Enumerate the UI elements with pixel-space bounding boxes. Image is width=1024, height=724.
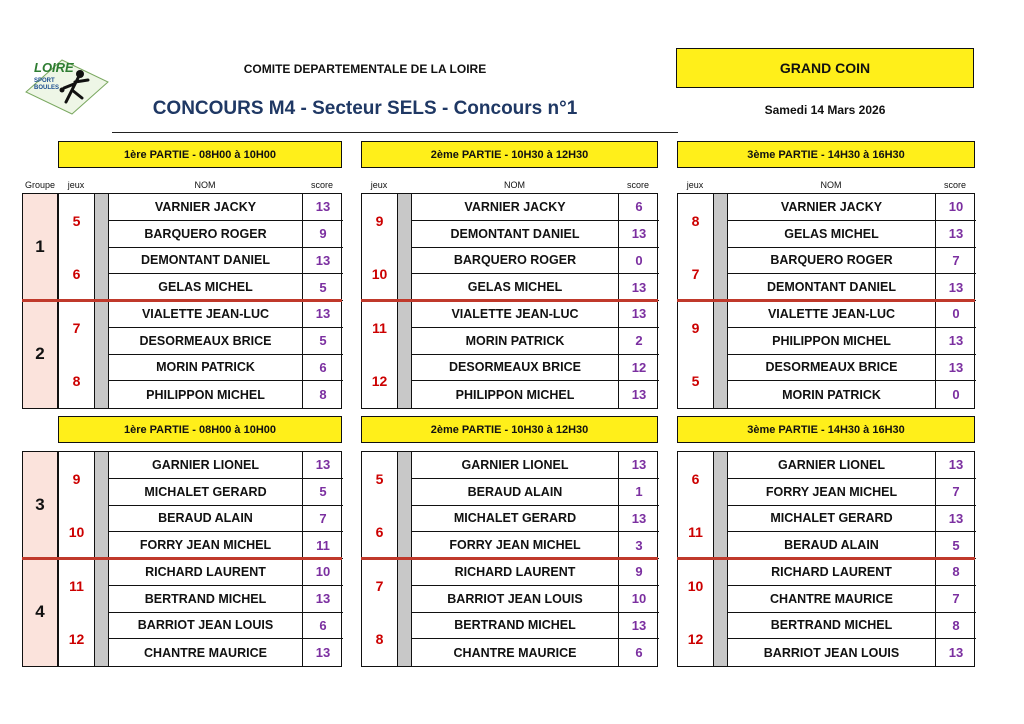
game-number: 9 [678, 301, 714, 355]
gray-marker [95, 559, 109, 613]
player-score: 9 [303, 221, 343, 248]
gray-marker [398, 506, 412, 560]
player-name: BARRIOT JEAN LOUIS [412, 586, 619, 613]
player-name: BARQUERO ROGER [412, 248, 619, 275]
player-score: 2 [619, 328, 659, 355]
player-name: GARNIER LIONEL [728, 452, 936, 479]
game-number: 10 [678, 559, 714, 613]
player-score: 7 [936, 248, 976, 275]
group-number: 3 [22, 451, 58, 560]
player-name: MICHALET GERARD [728, 506, 936, 533]
player-score: 13 [936, 355, 976, 382]
game-number: 9 [59, 452, 95, 506]
group-separator [361, 557, 658, 560]
gray-marker [398, 613, 412, 667]
player-name: VIALETTE JEAN-LUC [109, 301, 303, 328]
player-score: 0 [619, 248, 659, 275]
player-name: BARRIOT JEAN LOUIS [728, 639, 936, 666]
partie-header: 3ème PARTIE - 14H30 à 16H30 [677, 141, 975, 168]
player-score: 5 [936, 532, 976, 559]
player-score: 8 [936, 613, 976, 640]
game-number: 12 [59, 613, 95, 667]
gray-marker [95, 301, 109, 355]
player-name: MORIN PATRICK [109, 355, 303, 382]
gray-marker [95, 506, 109, 560]
player-score: 5 [303, 328, 343, 355]
header-divider [112, 132, 678, 133]
gray-marker [714, 194, 728, 248]
player-name: PHILIPPON MICHEL [412, 381, 619, 408]
player-score: 13 [936, 221, 976, 248]
game-number: 12 [362, 355, 398, 409]
player-score: 5 [303, 274, 343, 301]
game-number: 7 [362, 559, 398, 613]
gray-marker [95, 194, 109, 248]
player-name: PHILIPPON MICHEL [728, 328, 936, 355]
player-score: 10 [936, 194, 976, 221]
gray-marker [714, 452, 728, 506]
player-score: 13 [936, 328, 976, 355]
player-name: VIALETTE JEAN-LUC [728, 301, 936, 328]
player-name: MICHALET GERARD [412, 506, 619, 533]
partie-header: 1ère PARTIE - 08H00 à 10H00 [58, 141, 342, 168]
gray-marker [95, 355, 109, 409]
player-name: MORIN PATRICK [412, 328, 619, 355]
game-number: 11 [678, 506, 714, 560]
player-score: 13 [303, 452, 343, 479]
gray-marker [714, 248, 728, 302]
player-score: 13 [936, 452, 976, 479]
player-name: CHANTRE MAURICE [412, 639, 619, 666]
svg-text:SPORT: SPORT [34, 78, 55, 84]
player-name: VARNIER JACKY [109, 194, 303, 221]
player-name: RICHARD LAURENT [109, 559, 303, 586]
column-header-jeux: jeux [67, 180, 85, 190]
gray-marker [714, 559, 728, 613]
player-name: BARRIOT JEAN LOUIS [109, 613, 303, 640]
group-separator [361, 299, 658, 302]
game-number: 8 [59, 355, 95, 409]
player-score: 13 [948, 645, 964, 661]
svg-text:BOULES: BOULES [34, 85, 60, 91]
player-score: 5 [303, 479, 343, 506]
player-name: VARNIER JACKY [728, 194, 936, 221]
column-header-score: score [943, 180, 966, 190]
player-name: DESORMEAUX BRICE [412, 355, 619, 382]
player-score: 13 [619, 452, 659, 479]
player-score: 0 [952, 387, 960, 403]
group-number: 4 [22, 558, 58, 667]
column-header-score: score [310, 180, 333, 190]
player-score: 6 [635, 645, 643, 661]
game-number: 7 [59, 301, 95, 355]
player-score: 9 [619, 559, 659, 586]
player-name: RICHARD LAURENT [728, 559, 936, 586]
player-score: 13 [303, 248, 343, 275]
player-score: 1 [619, 479, 659, 506]
player-score: 13 [936, 274, 976, 301]
game-number: 6 [678, 452, 714, 506]
player-name: MORIN PATRICK [728, 381, 936, 408]
gray-marker [398, 248, 412, 302]
player-name: CHANTRE MAURICE [109, 639, 303, 666]
gray-marker [398, 194, 412, 248]
player-score: 6 [303, 613, 343, 640]
game-number: 12 [678, 613, 714, 667]
player-name: BERAUD ALAIN [728, 532, 936, 559]
player-score: 13 [619, 274, 659, 301]
player-name: BERTRAND MICHEL [412, 613, 619, 640]
comite-title: COMITE DEPARTEMENTALE DE LA LOIRE [243, 62, 487, 76]
player-name: BERTRAND MICHEL [109, 586, 303, 613]
player-score: 13 [619, 301, 659, 328]
game-number: 8 [362, 613, 398, 667]
player-name: GELAS MICHEL [728, 221, 936, 248]
player-name: RICHARD LAURENT [412, 559, 619, 586]
game-number: 11 [362, 301, 398, 355]
player-name: DESORMEAUX BRICE [728, 355, 936, 382]
svg-text:LOIRE: LOIRE [34, 60, 74, 75]
player-score: 13 [631, 387, 647, 403]
player-score: 7 [936, 586, 976, 613]
player-score: 8 [936, 559, 976, 586]
player-name: CHANTRE MAURICE [728, 586, 936, 613]
gray-marker [398, 355, 412, 409]
loire-sport-boules-logo [22, 52, 110, 118]
player-name: VIALETTE JEAN-LUC [412, 301, 619, 328]
player-name: DEMONTANT DANIEL [109, 248, 303, 275]
gray-marker [714, 613, 728, 667]
player-score: 6 [303, 355, 343, 382]
column-header-groupe: Groupe [24, 180, 56, 190]
gray-marker [714, 301, 728, 355]
player-name: BERTRAND MICHEL [728, 613, 936, 640]
partie-header: 2ème PARTIE - 10H30 à 12H30 [361, 141, 658, 168]
player-score: 3 [619, 532, 659, 559]
player-name: DEMONTANT DANIEL [412, 221, 619, 248]
game-number: 5 [362, 452, 398, 506]
player-score: 13 [936, 506, 976, 533]
player-score: 0 [936, 301, 976, 328]
gray-marker [714, 506, 728, 560]
column-header-score: score [626, 180, 649, 190]
player-score: 13 [303, 301, 343, 328]
partie-header: 2ème PARTIE - 10H30 à 12H30 [361, 416, 658, 443]
competition-title: CONCOURS M4 - Secteur SELS - Concours n°1 [152, 98, 578, 119]
player-name: MICHALET GERARD [109, 479, 303, 506]
player-name: GELAS MICHEL [109, 274, 303, 301]
partie-header: 1ère PARTIE - 08H00 à 10H00 [58, 416, 342, 443]
player-score: 13 [303, 194, 343, 221]
event-date: Samedi 14 Mars 2026 [764, 103, 886, 117]
venue-box: GRAND COIN [676, 48, 974, 88]
player-name: FORRY JEAN MICHEL [109, 532, 303, 559]
player-score: 6 [619, 194, 659, 221]
game-number: 7 [678, 248, 714, 302]
player-name: VARNIER JACKY [412, 194, 619, 221]
player-score: 10 [303, 559, 343, 586]
column-header-nom: NOM [194, 180, 216, 190]
player-name: FORRY JEAN MICHEL [412, 532, 619, 559]
column-header-nom: NOM [820, 180, 842, 190]
group-separator [22, 557, 342, 560]
player-name: BARQUERO ROGER [109, 221, 303, 248]
game-number: 5 [59, 194, 95, 248]
gray-marker [95, 452, 109, 506]
player-score: 7 [936, 479, 976, 506]
group-number: 1 [22, 193, 58, 302]
group-separator [677, 299, 975, 302]
player-score: 13 [619, 613, 659, 640]
player-score: 13 [303, 586, 343, 613]
player-score: 8 [319, 387, 327, 403]
player-score: 13 [315, 645, 331, 661]
player-score: 11 [303, 532, 343, 559]
column-header-jeux: jeux [370, 180, 388, 190]
player-score: 13 [619, 506, 659, 533]
player-name: GELAS MICHEL [412, 274, 619, 301]
player-name: BARQUERO ROGER [728, 248, 936, 275]
group-separator [677, 557, 975, 560]
gray-marker [398, 301, 412, 355]
group-number: 2 [22, 300, 58, 409]
player-name: PHILIPPON MICHEL [109, 381, 303, 408]
gray-marker [95, 613, 109, 667]
game-number: 6 [59, 248, 95, 302]
player-score: 10 [619, 586, 659, 613]
gray-marker [95, 248, 109, 302]
player-name: DEMONTANT DANIEL [728, 274, 936, 301]
player-name: BERAUD ALAIN [109, 506, 303, 533]
player-name: DESORMEAUX BRICE [109, 328, 303, 355]
player-name: GARNIER LIONEL [412, 452, 619, 479]
gray-marker [398, 452, 412, 506]
gray-marker [714, 355, 728, 409]
game-number: 8 [678, 194, 714, 248]
player-score: 7 [303, 506, 343, 533]
gray-marker [398, 559, 412, 613]
player-name: BERAUD ALAIN [412, 479, 619, 506]
column-header-nom: NOM [504, 180, 525, 190]
player-score: 13 [619, 221, 659, 248]
player-name: GARNIER LIONEL [109, 452, 303, 479]
partie-header: 3ème PARTIE - 14H30 à 16H30 [677, 416, 975, 443]
game-number: 9 [362, 194, 398, 248]
game-number: 6 [362, 506, 398, 560]
game-number: 10 [362, 248, 398, 302]
player-name: FORRY JEAN MICHEL [728, 479, 936, 506]
game-number: 11 [59, 559, 95, 613]
column-header-jeux: jeux [686, 180, 704, 190]
group-separator [22, 299, 342, 302]
game-number: 5 [678, 355, 714, 409]
game-number: 10 [59, 506, 95, 560]
player-score: 12 [619, 355, 659, 382]
